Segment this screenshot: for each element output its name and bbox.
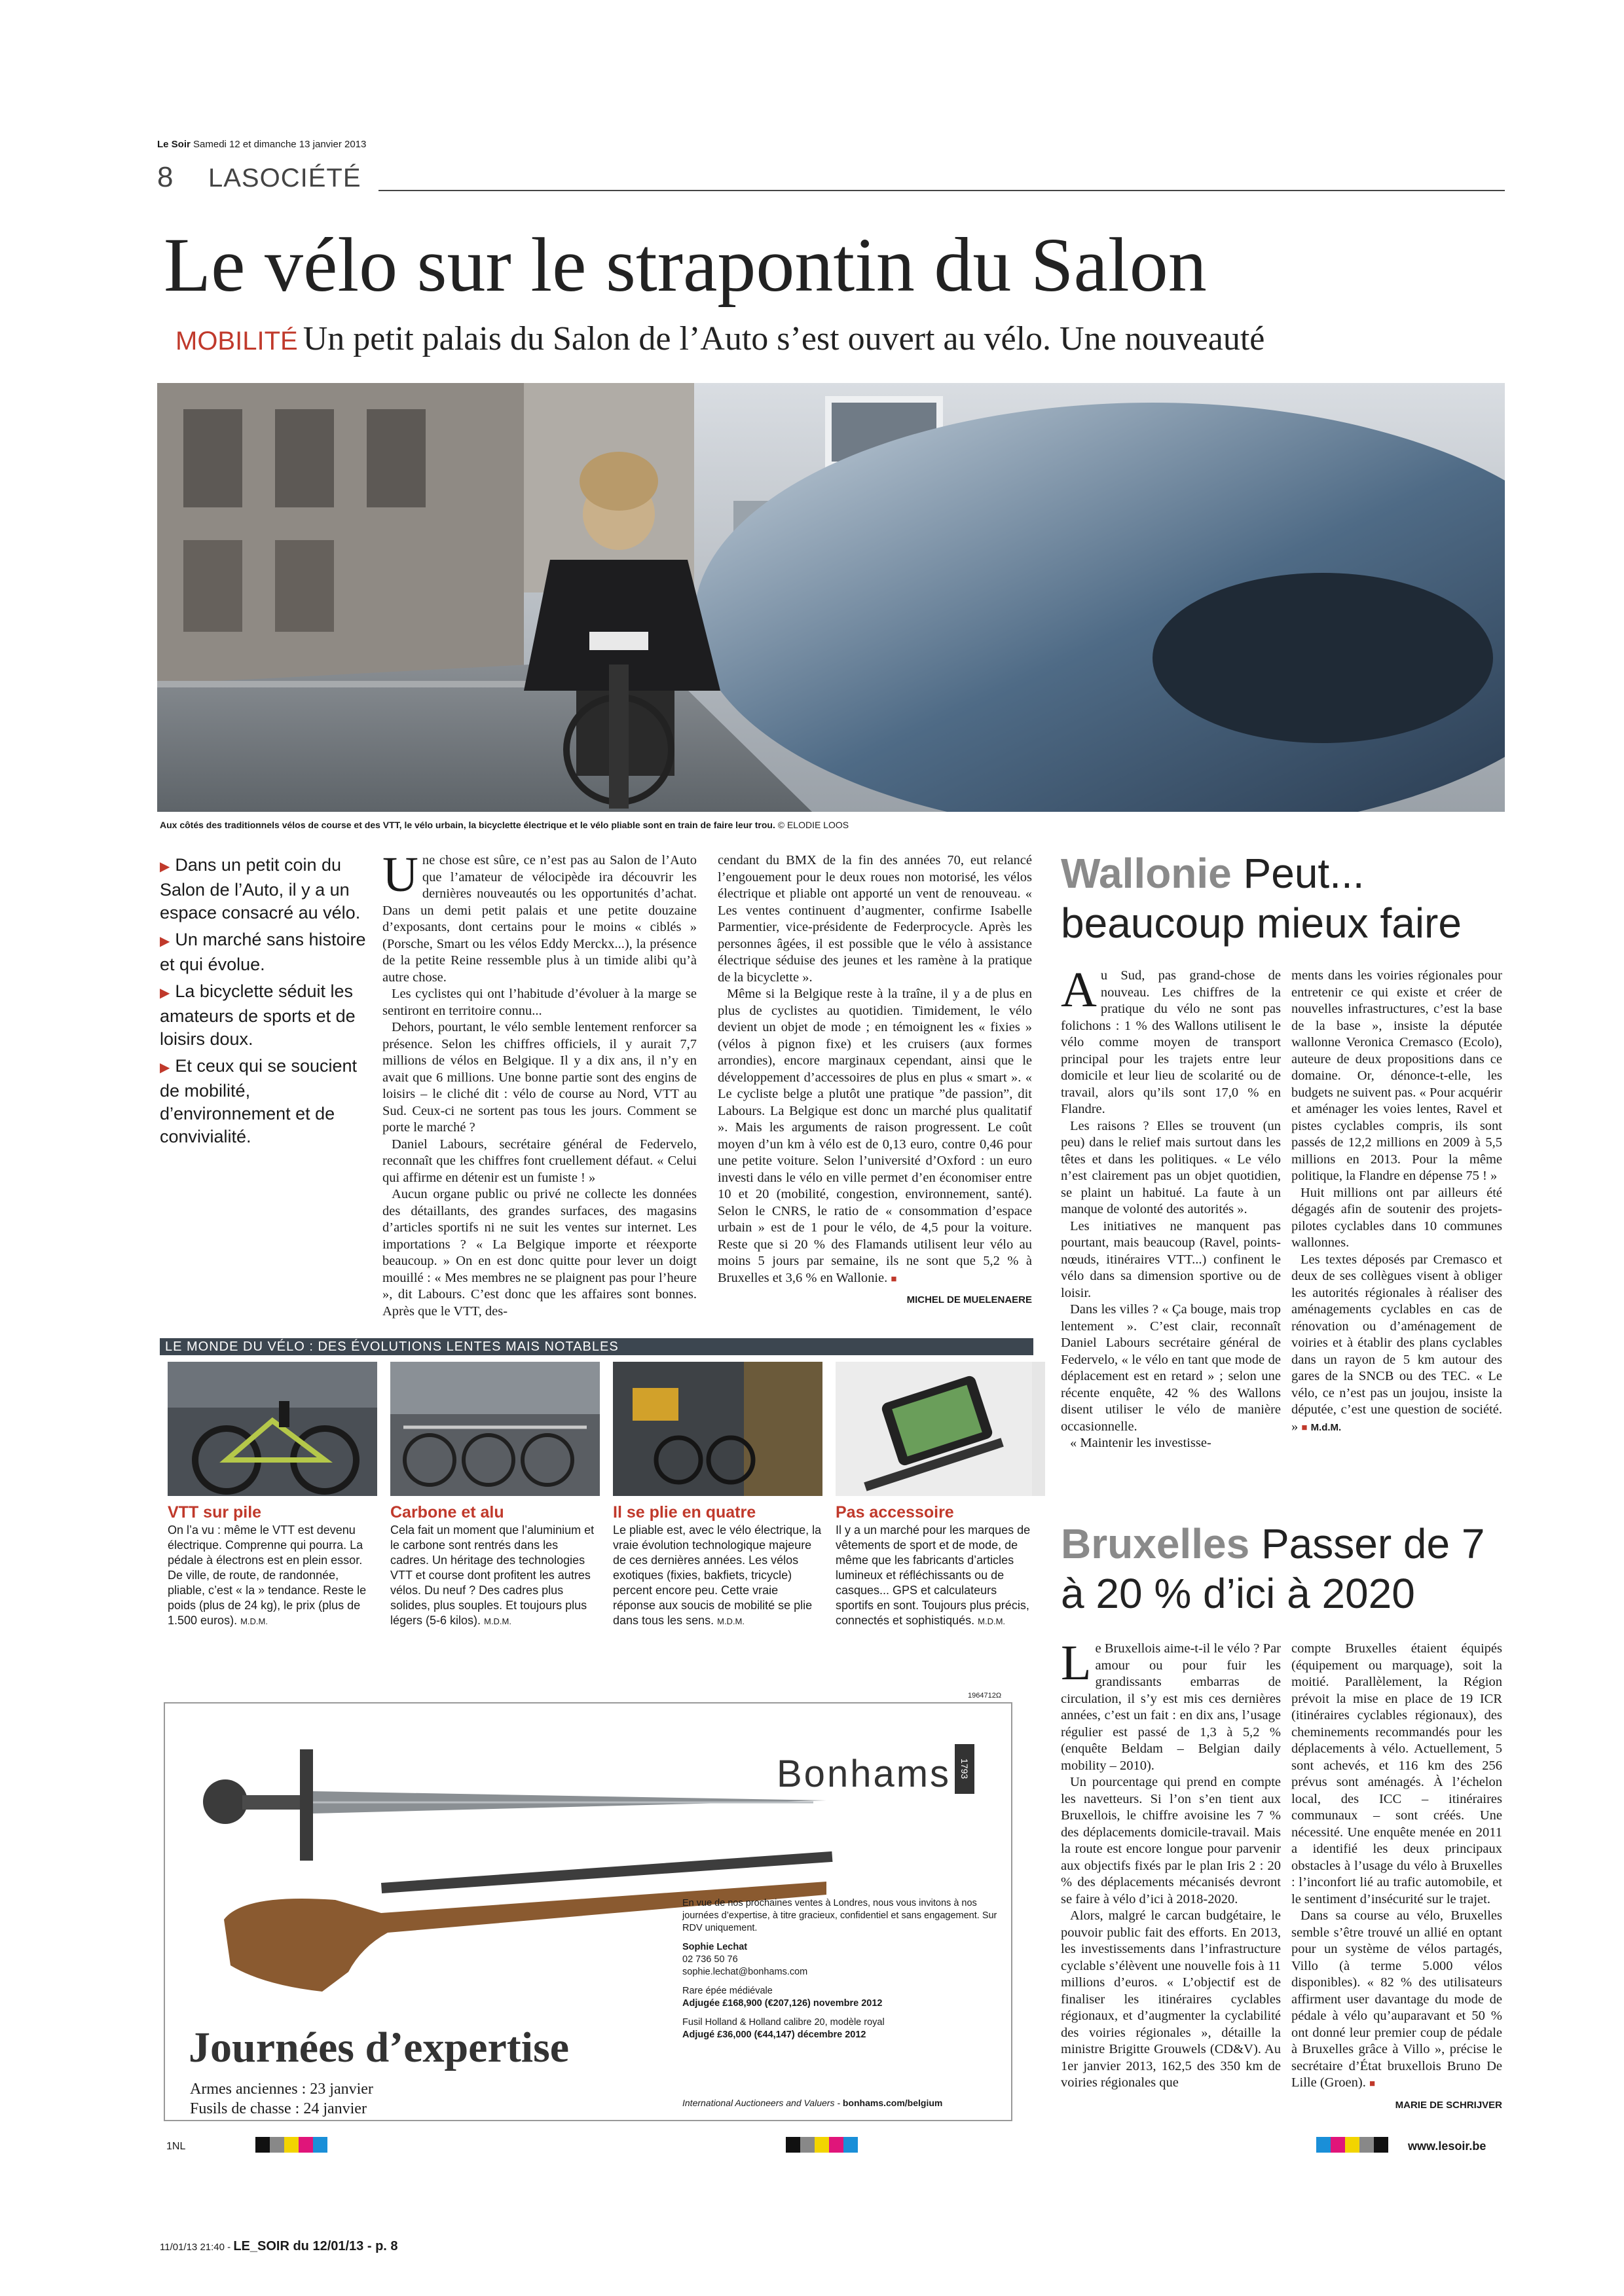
article-paragraph: Un pourcentage qui prend en compte les navetteurs. Si l’on s’en tient aux Bruxellois, le chiffre avoisine les 7 % des déplacements domicile-travail. Mais la route est encore longue pour parvenir aux objectifs fixés par le plan Iris 2 : 20 % des déplacements mécanisés devront se faire à vélo d’ici à 2018-2020. bbox=[1061, 1775, 1281, 1906]
band-item-body: Il y a un marché pour les marques de vêtements de sport et de mode, de même que les fabricants d’articles lumineux et réfléchissants ou de casques... GPS et calculateurs sportifs en sont. Toujours plus précis, connectés et sophistiqués. bbox=[836, 1523, 1031, 1627]
article-paragraph: Dans les villes ? « Ça bouge, mais trop lentement ». C’est clair, reconnaît Daniel Labours secrétaire général de Federvelo, « le vélo en tant que mode de déplacement est en retard » ; selon une récente enquête, 42 % des Wallons disent utiliser le vélo de manière occasionnelle. bbox=[1061, 1302, 1281, 1434]
band-photo-accessoire bbox=[836, 1362, 1045, 1496]
article-paragraph: ments dans les voiries régionales pour entretenir ce qui existe et créer de nouvelles infrastructures, c’est la base de la base », insiste la députée wallonne Veronica Cremasco (Ecolo), auteure de deux propositions dans ce domaine. Or, dénonce-t-elle, les budgets ne suivent pas. « Pour acquérir et aménager les voies lentes, Ravel et pistes cyclables compris, ils sont passés de 12,2 millions en 2009 à 5,5 millions en 2013. Pour la même politique, la Flandre en dépense 75 ! » bbox=[1291, 968, 1502, 1183]
article-paragraph: Daniel Labours, secrétaire général de Federvelo, reconnaît que les chiffres font cruellement défaut. « Celui qui affirme en détenir est un fumiste ! » bbox=[382, 1137, 697, 1185]
ad-headline: Journées d’expertise bbox=[189, 2024, 570, 2071]
ad-lot-price: Adjugée £168,900 (€207,126) novembre 2012 bbox=[682, 1998, 883, 2009]
article-paragraph-text: Même si la Belgique reste à la traîne, il y a de plus en plus de cyclistes au quotidien. Timidement, le vélo devient un objet de mode ; en témoignent les « fixies » (vélos à pignon fixe) et les cruisers (aux formes arrondies), encore marginaux cependant, ainsi que le développement d’accessoires de plus en plus « smart ». « Le cycliste belge a plutôt une pratique ”de passion”, dit Labours. La Belgique est donc un marché plus qualitatif ». Mais les arguments de raison progressent. Le coût moyen d’un km à vélo est de 0,13 euro, contre 0,46 pour une petite voiture. Selon l’université d’Oxford : un euro investi dans le vélo en ville permet d’en économiser entre 10 et 20 (mobilité, congestion, environnement, santé). Selon le CNRS, le ratio de « consommation d’espace urbain » est de 1 pour le vélo, de 4,5 pour la voiture. Reste que si 20 % des Flamands utilisent leur vélo au moins 5 jours par semaine, ils ne sont que 5,2 % à Bruxelles et 3,6 % en Wallonie. bbox=[718, 987, 1032, 1285]
band-item-title: VTT sur pile bbox=[168, 1503, 262, 1522]
wallonie-column-2 bbox=[1291, 968, 1502, 1436]
band-item-signature: M.D.M. bbox=[484, 1616, 511, 1626]
bruxelles-signature: MARIE DE SCHRIJVER bbox=[1395, 2099, 1502, 2111]
article-paragraph: Aucun organe public ou privé ne collecte les données des détaillants, des grandes surfaces, des magasins d’articles sportifs ni ne suit les ventes sur internet. Les importations ? « La Belgique importe et réexporte beaucoup. » On en est donc quitte pour lever un doigt mouillé : « Mes membres ne se plaignent pas pour l’heure », dit Labours. C’est donc que les affaires sont bonnes. Après que le VTT, des- bbox=[382, 1187, 697, 1319]
ad-sale-date: Fusils de chasse : 24 janvier bbox=[190, 2100, 367, 2117]
article-paragraph bbox=[1291, 1252, 1502, 1437]
summary-bullet bbox=[160, 980, 371, 1051]
dropcap: L bbox=[1061, 1635, 1092, 1690]
dropcap: U bbox=[382, 847, 418, 902]
band-title: LE MONDE DU VÉLO : DES ÉVOLUTIONS LENTES MAIS NOTABLES bbox=[160, 1338, 1033, 1355]
band-photo-carbone bbox=[390, 1362, 600, 1496]
band-item-signature: M.D.M. bbox=[978, 1616, 1006, 1626]
main-photo bbox=[157, 383, 1505, 812]
band-item-text bbox=[168, 1523, 377, 1629]
dropcap: A bbox=[1061, 962, 1097, 1017]
article-paragraph: Les cyclistes qui ont l’habitude d’évoluer à la marge se sentiront en territoire connu... bbox=[382, 987, 697, 1018]
ad-contact bbox=[682, 1941, 1003, 1978]
subhead-text: Un petit palais du Salon de l’Auto s’est ouvert au vélo. Une nouveauté bbox=[303, 320, 1265, 357]
wallonie-title bbox=[1061, 848, 1532, 948]
wallonie-keyword: Wallonie bbox=[1061, 850, 1232, 897]
end-mark-icon: ■ bbox=[1369, 2079, 1376, 2089]
photo-credit: © ELODIE LOOS bbox=[777, 820, 849, 830]
bonhams-year: 1793 bbox=[955, 1744, 974, 1794]
bruxelles-column-1 bbox=[1061, 1635, 1281, 2092]
issue-date: Samedi 12 et dimanche 13 janvier 2013 bbox=[193, 139, 367, 150]
band-item-body: Cela fait un moment que l’aluminium et le carbone sont rentrés dans les cadres. Un héritage des technologies VTT et course dont profitent les autres vélos. Du neuf ? Des cadres plus solides, plus souples. Et toujours plus légers (5-6 kilos). bbox=[390, 1523, 595, 1627]
wallonie-title-text: Peut... beaucoup mieux faire bbox=[1061, 850, 1462, 947]
article-paragraph: Alors, malgré le carcan budgétaire, le pouvoir public fait des efforts. En 2013, les investissements dans l’infrastructure cyclable s’élèvent une nouvelle fois à 11 millions d’euros. « L’objectif est de finaliser les itinéraires cyclables régionaux, et d’augmenter la cyclabilité des voiries régionales », détaille la ministre Brigitte Grouwels (CD&V). Au 1er janvier 2013, 162,5 des 350 km de voiries régionales que bbox=[1061, 1908, 1281, 2090]
bruxelles-title bbox=[1061, 1519, 1519, 1618]
summary-bullet bbox=[160, 928, 371, 976]
gps-device-photo bbox=[836, 1362, 1032, 1496]
ad-code: 1964712Ω bbox=[968, 1692, 1002, 1700]
cyclist-street-photo bbox=[157, 383, 1505, 812]
registration-color-bar bbox=[1316, 2137, 1388, 2153]
bruxelles-column-2 bbox=[1291, 1641, 1502, 2113]
article-paragraph-text: Dans sa course au vélo, Bruxelles semble s’être trouvé un allié en optant pour un système de vélos partagés, Villo (à terme 5.000 vélos disponibles). « 82 % des utilisateurs affirment user davantage du mode de pédale à vélo qu’auparavant et 50 % ont donné leur premier coup de pédale à Bruxelles grâce à Villo », précise le secrétaire d’État bruxellois Bruno De Lille (Groen). bbox=[1291, 1908, 1502, 2090]
ad-contact-email[interactable]: sophie.lechat@bonhams.com bbox=[682, 1967, 808, 1977]
triangle-bullet-icon: ▶ bbox=[160, 1061, 170, 1075]
end-mark-icon: ■ bbox=[1301, 1422, 1308, 1433]
footer-stamp bbox=[160, 2239, 398, 2254]
header-rule bbox=[378, 190, 1505, 191]
photo-caption-text: Aux côtés des traditionnels vélos de course et des VTT, le vélo urbain, la bicyclette électrique et le vélo pliable sont en train de faire leur trou. bbox=[160, 820, 775, 830]
registration-color-bar bbox=[255, 2137, 327, 2153]
paper-date-line bbox=[157, 139, 366, 150]
paper-name: Le Soir bbox=[157, 139, 191, 150]
bonhams-logo: Bonhams bbox=[777, 1753, 951, 1795]
triangle-bullet-icon: ▶ bbox=[160, 986, 170, 1000]
article-paragraph bbox=[718, 986, 1032, 1288]
folding-bike-photo bbox=[613, 1362, 822, 1496]
ad-footer bbox=[682, 2098, 942, 2108]
ad-lot-title: Fusil Holland & Holland calibre 20, modèle royal bbox=[682, 2017, 885, 2028]
triangle-bullet-icon: ▶ bbox=[160, 860, 170, 874]
headline: Le vélo sur le strapontin du Salon bbox=[164, 222, 1207, 308]
article-paragraph bbox=[1291, 1908, 1502, 2093]
website-link[interactable]: www.lesoir.be bbox=[1408, 2140, 1486, 2153]
band-item-text bbox=[836, 1523, 1032, 1629]
footer-stamp-time: 11/01/13 21:40 - bbox=[160, 2242, 231, 2253]
bottom-left-mark: 1NL bbox=[166, 2141, 186, 2152]
band-item-title: Pas accessoire bbox=[836, 1503, 954, 1522]
band-photo-vtt bbox=[168, 1362, 377, 1496]
bruxelles-title-text: Passer de 7 à 20 % d’ici à 2020 bbox=[1061, 1520, 1485, 1617]
band-item-text bbox=[613, 1523, 822, 1629]
article-column-1 bbox=[382, 847, 697, 1320]
ad-sale-date: Armes anciennes : 23 janvier bbox=[190, 2081, 373, 2098]
ad-details bbox=[682, 1897, 1003, 2048]
end-mark-icon: ■ bbox=[891, 1273, 897, 1285]
band-item-signature: M.D.M. bbox=[717, 1616, 745, 1626]
footer-stamp-main: LE_SOIR du 12/01/13 - p. 8 bbox=[233, 2239, 398, 2253]
ad-footer-text: International Auctioneers and Valuers - bbox=[682, 2098, 840, 2108]
triangle-bullet-icon: ▶ bbox=[160, 934, 170, 949]
band-item-signature: M.D.M. bbox=[240, 1616, 268, 1626]
summary-bullet-text: Dans un petit coin du Salon de l’Auto, il y a un espace consacré au vélo. bbox=[160, 855, 361, 922]
subhead bbox=[175, 318, 1511, 362]
article-paragraph: cendant du BMX de la fin des années 70, eut relancé l’engouement pour le deux roues non motorisé, les vélos électrique et pliable ont apporté un vent de renouveau. « Les ventes continuent d’augmenter, confirme Isabelle Parmentier, vice-présidente de Federprocycle. Après les personnes âgées, il est possible que le vélo à assistance électrique séduise des jeunes et les ramène à la pratique de la bicyclette ». bbox=[718, 853, 1032, 985]
wallonie-column-1 bbox=[1061, 962, 1281, 1452]
photo-caption bbox=[160, 818, 1502, 831]
article-signature: MICHEL DE MUELENAERE bbox=[906, 1294, 1032, 1305]
registration-color-bar bbox=[786, 2137, 858, 2153]
article-paragraph-text: Les textes déposés par Cremasco et deux de ses collègues visent à obliger les autorités régionales à réaliser des aménagements cyclables en cas de rénovation ou d’aménagement de voiries et à établir des plans cyclables dans un rayon de 5 km autour des gares de la SNCB ou des TEC. « Le vélo, ce n’est pas un joujou, insiste la députée, c’est une question de société. » bbox=[1291, 1252, 1502, 1434]
band-item-text bbox=[390, 1523, 600, 1629]
article-paragraph: Les raisons ? Elles se trouvent (un peu) dans le relief mais surtout dans les têtes et dans les politiques. « Le vélo n’est clairement pas un objet quotidien, se plaint un habitué. La faute à un manque de volonté des autorités ». bbox=[1061, 1118, 1281, 1216]
bike-rack-photo bbox=[390, 1362, 600, 1496]
article-column-2 bbox=[718, 852, 1032, 1309]
subhead-kicker: MOBILITÉ bbox=[175, 327, 298, 355]
summary-bullet bbox=[160, 1055, 371, 1148]
ad-lot bbox=[682, 1985, 1003, 2010]
article-paragraph: Dehors, pourtant, le vélo semble lentement renforcer sa présence. Selon les chiffres officiels, il y aurait 7,7 millions de vélos en Belgique. Il y a dix ans, il n’y en avait que 6 millions. Une bonne partie sont des engins de loisirs – le cliché dit : vélo de course au Nord, VTT au Sud. Ceux-ci ne sortent pas tous les jours. Comment se porte le marché ? bbox=[382, 1020, 697, 1135]
bruxelles-keyword: Bruxelles bbox=[1061, 1520, 1250, 1567]
article-paragraph: u Sud, pas grand-chose de nouveau. Les chiffres de la pratique du vélo ne sont pas folichons : 1 % des Wallons utilisent le vélo comme moyen de transport principal pour les trajets entre leur domicile et leur lieu de scolarité ou de travail, alors qu’ils sont 17,0 % en Flandre. bbox=[1061, 968, 1281, 1116]
article-paragraph: Huit millions ont par ailleurs été dégagés afin de soutenir des projets-pilotes cyclables dans 10 communes wallonnes. bbox=[1291, 1185, 1502, 1250]
band-item-title: Carbone et alu bbox=[390, 1503, 504, 1522]
summary-bullet-text: Et ceux qui se soucient de mobilité, d’environnement et de convivialité. bbox=[160, 1056, 358, 1146]
ad-contact-phone: 02 736 50 76 bbox=[682, 1954, 738, 1965]
band-photo-pliable bbox=[613, 1362, 822, 1496]
wallonie-signature: M.d.M. bbox=[1310, 1421, 1342, 1433]
ad-lot-price: Adjugé £36,000 (€44,147) décembre 2012 bbox=[682, 2030, 866, 2040]
summary-bullet-text: Un marché sans histoire et qui évolue. bbox=[160, 930, 366, 974]
band-item-body: On l’a vu : même le VTT est devenu électrique. Comprenne qui pourra. La pédale à électrons est en plein essor. De ville, de route, de randonnée, pliable, c’est « la » tendance. Reste le poids (plus de 24 kg), le prix (plus de 1.500 euros). bbox=[168, 1523, 367, 1627]
summary-bullets bbox=[160, 854, 371, 1152]
article-paragraph: Les initiatives ne manquent pas pourtant, mais beaucoup (Ravel, points-nœuds, itinéraires VTT...) confinent le vélo dans sa dimension sportive ou de loisir. bbox=[1061, 1218, 1281, 1300]
page-number: 8 bbox=[157, 161, 174, 193]
article-paragraph: ne chose est sûre, ce n’est pas au Salon de l’Auto que l’amateur de vélocipède ira découvrir les dernières nouveautés ou les opportunités d’achat. Dans un demi petit palais et une petite douzaine d’exposants, dont certains pour le moins « ciblés » (Porsche, Smart ou les vélos Eddy Merckx...), la présence de la petite Reine ressemble plus à un timide alibi qu’à autre chose. bbox=[382, 853, 697, 985]
ad-footer-url[interactable]: bonhams.com/belgium bbox=[842, 2098, 943, 2108]
electric-bike-photo bbox=[168, 1362, 377, 1496]
article-paragraph: « Maintenir les investisse- bbox=[1070, 1436, 1211, 1450]
ad-lot bbox=[682, 2016, 1003, 2041]
ad-lot-title: Rare épée médiévale bbox=[682, 1986, 773, 1996]
article-paragraph: compte Bruxelles étaient équipés (équipement ou marquage), soit la moitié. Parallèlement, la Région prévoit la mise en place de 19 ICR (itinéraires cyclables régionaux), des cheminements recommandés pour les déplacements à vélo. Actuellement, 5 sont achevés, et 116 km des 256 prévus sont aménagés. À l’échelon local, des ICC – itinéraires communaux – sont créés. Une nécessité. Une enquête menée en 2011 a identifié les deux principaux obstacles à l’usage du vélo à Bruxelles : l’inconfort lié au trafic automobile, et le sentiment d’insécurité sur le trajet. bbox=[1291, 1641, 1502, 1906]
section-label: LASOCIÉTÉ bbox=[208, 164, 361, 192]
band-item-body: Le pliable est, avec le vélo électrique, la vraie évolution technologique majeure de ces dernières années. Les vélos exotiques (fixies, bakfiets, tricycle) percent encore peu. Cette vraie réponse aux soucis de mobilité se plie dans tous les sens. bbox=[613, 1523, 822, 1627]
article-paragraph: e Bruxellois aime-t-il le vélo ? Par amour ou pour fuir les grandissants embarras de circulation, il s’y est mis ces dernières années, c’est un fait : en dix ans, l’usage régulier est passé de 1,3 à 5,2 % (enquête Beldam – Belgian daily mobility – 2010). bbox=[1061, 1641, 1281, 1773]
band-item-title: Il se plie en quatre bbox=[613, 1503, 756, 1522]
ad-contact-name: Sophie Lechat bbox=[682, 1942, 748, 1952]
ad-intro: En vue de nos prochaines ventes à Londres, nous vous invitons à nos journées d’expertise, à titre gracieux, confidentiel et sans engagement. Sur RDV uniquement. bbox=[682, 1898, 997, 1933]
summary-bullet-text: La bicyclette séduit les amateurs de sports et de loisirs doux. bbox=[160, 981, 356, 1049]
summary-bullet bbox=[160, 854, 371, 924]
